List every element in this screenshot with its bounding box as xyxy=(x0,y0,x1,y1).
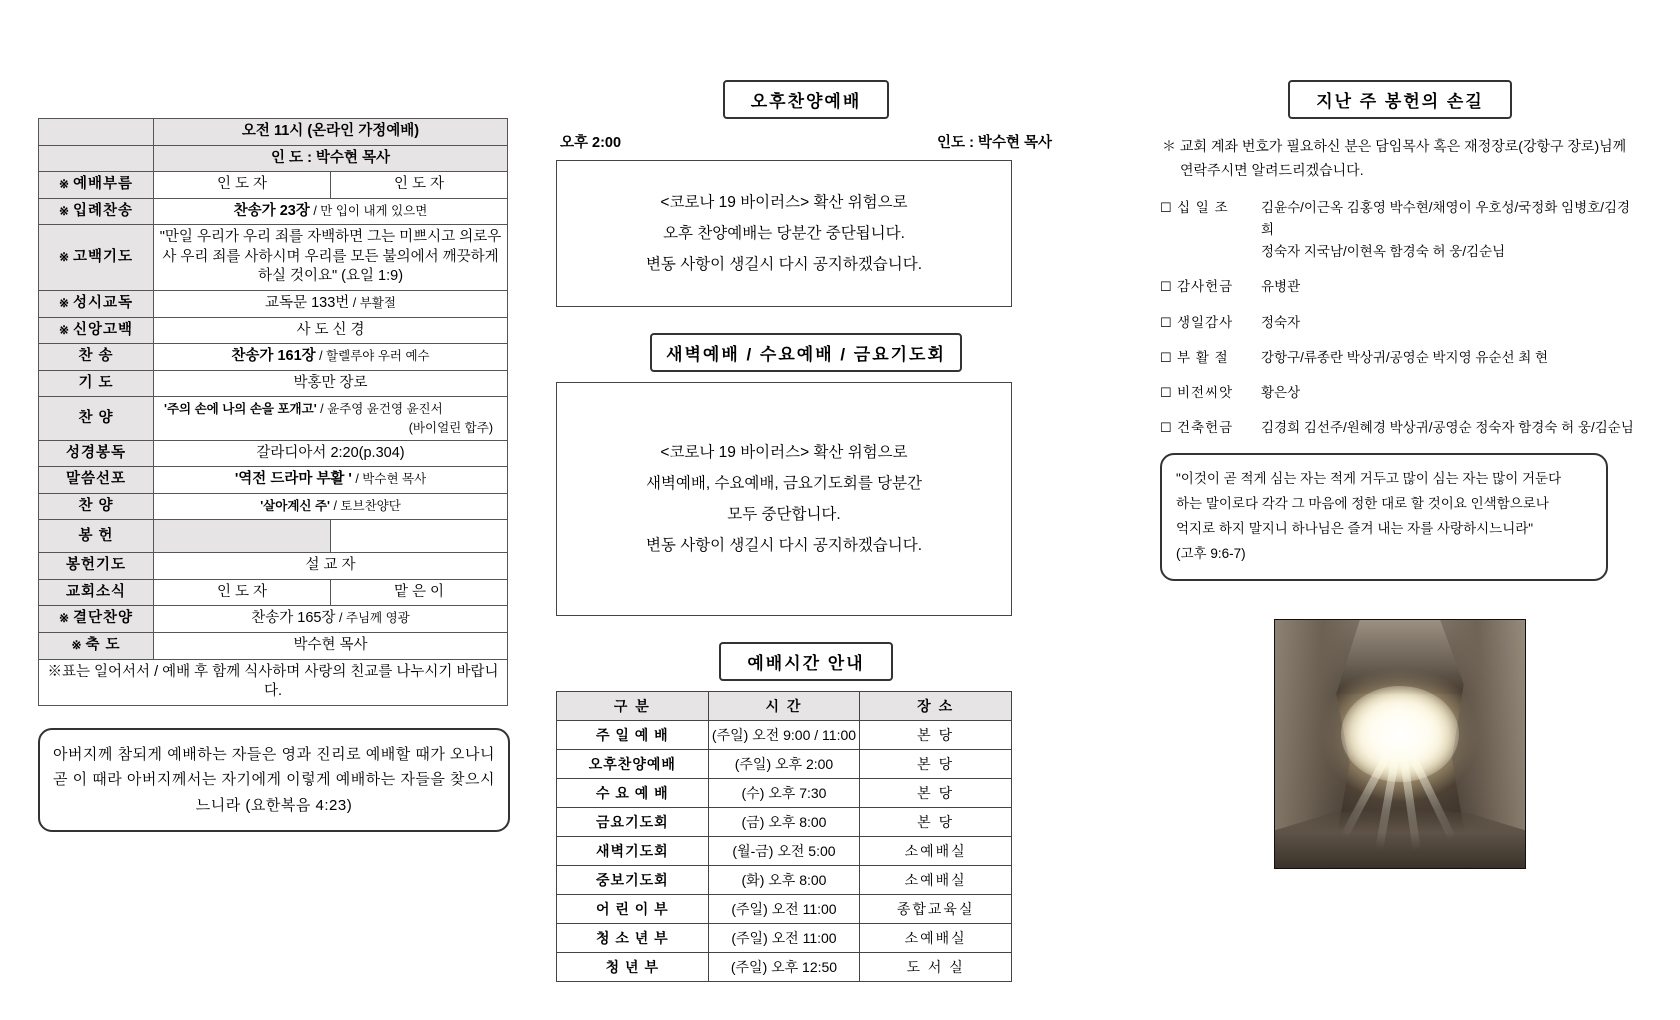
table-row xyxy=(39,606,508,633)
schedule-cell-name: 청 년 부 xyxy=(557,953,709,982)
row-label-7: 찬 양 xyxy=(39,397,154,440)
schedule-cell-place: 소예배실 xyxy=(860,924,1012,953)
offering-names-line2: 정숙자 지국남/이현옥 함경숙 허 웅/김순님 xyxy=(1261,244,1506,260)
afternoon-notice-line1: <코로나 19 바이러스> 확산 위험으로 xyxy=(660,194,908,211)
worship-order-column xyxy=(38,118,508,832)
offering-type: 감사헌금 xyxy=(1177,279,1234,295)
schedule-cell-time: (주일) 오후 2:00 xyxy=(708,750,860,779)
table-row xyxy=(39,317,508,344)
offering-column xyxy=(1160,80,1640,869)
table-row-footnote xyxy=(39,659,508,705)
row-label-3: ※ 성시교독 xyxy=(39,290,154,317)
scripture-line1: "이것이 곧 적게 심는 자는 적게 거두고 많이 심는 자는 많이 거둔다 xyxy=(1176,470,1562,486)
afternoon-title-wrap xyxy=(556,80,1056,119)
checkbox-icon: ☐ xyxy=(1160,385,1172,401)
scripture-reference: (고후 9:6-7) xyxy=(1176,545,1246,561)
table-row xyxy=(39,172,508,199)
table-row xyxy=(39,397,508,440)
table-row xyxy=(39,119,508,146)
schedule-cell-time: (주일) 오전 11:00 xyxy=(708,895,860,924)
table-row xyxy=(39,344,508,371)
row-value-8: 갈라디아서 2:20(p.304) xyxy=(154,440,508,467)
dawn-notice-line1: <코로나 19 바이러스> 확산 위험으로 xyxy=(660,444,908,461)
order-header-title: 오전 11시 (온라인 가정예배) xyxy=(154,119,508,146)
row-label-5: 찬 송 xyxy=(39,344,154,371)
row-value-3: 교독문 133번 / 부활절 xyxy=(154,290,508,317)
schedule-title: 예배시간 안내 xyxy=(719,642,892,681)
asterisk-icon: ※ xyxy=(58,611,71,626)
asterisk-icon: ※ xyxy=(71,638,83,652)
scripture-line3: 억지로 하지 말지니 하나님은 즐겨 내는 자를 사랑하시느니라" xyxy=(1176,520,1534,536)
schedule-cell-time: (화) 오후 8:00 xyxy=(708,866,860,895)
table-row xyxy=(557,750,1012,779)
schedule-cell-time: (주일) 오후 12:50 xyxy=(708,953,860,982)
row-value-7: '주의 손에 나의 손을 포개고' / 윤주영 윤건영 윤진서 (바이얼린 합주) xyxy=(154,397,508,440)
row-value-6: 박홍만 장로 xyxy=(154,370,508,397)
table-row xyxy=(39,225,508,291)
checkbox-icon: ☐ xyxy=(1160,199,1172,215)
order-header-leader: 인 도 : 박수현 목사 xyxy=(154,145,508,172)
list-item xyxy=(1160,312,1640,334)
schedule-cell-place: 종합교육실 xyxy=(860,895,1012,924)
dawn-notice-line4: 변동 사항이 생길시 다시 공지하겠습니다. xyxy=(645,537,923,554)
afternoon-notice-line3: 변동 사항이 생길시 다시 공지하겠습니다. xyxy=(645,256,923,273)
offering-names: 김윤수/이근옥 김홍영 박수현/채영이 우호성/국정화 임병호/김경희 정숙자 지국남/이현옥 함경숙 허 웅/김순님 xyxy=(1261,197,1640,264)
row-value-4: 사 도 신 경 xyxy=(154,317,508,344)
corner-cell-2 xyxy=(39,145,154,172)
table-row xyxy=(39,579,508,606)
dawn-notice-line2: 새벽예배, 수요예배, 금요기도회를 당분간 xyxy=(645,475,923,492)
afternoon-notice-box xyxy=(556,160,1012,307)
row-value-7-line2: (바이얼린 합주) xyxy=(408,420,493,435)
row-value-11b xyxy=(331,520,508,553)
table-row xyxy=(39,467,508,494)
schedule-header-2: 장 소 xyxy=(860,692,1012,721)
afternoon-time: 오후 2:00 xyxy=(560,135,622,151)
corner-cell xyxy=(39,119,154,146)
list-item xyxy=(1160,276,1640,298)
row-label-8: 성경봉독 xyxy=(39,440,154,467)
table-row xyxy=(557,779,1012,808)
offering-names: 강항구/류종란 박상귀/공영순 박지영 유순선 최 현 xyxy=(1261,349,1549,365)
schedule-cell-time: (금) 오후 8:00 xyxy=(708,808,860,837)
row-value-0b: 인 도 자 xyxy=(331,172,508,199)
dawn-title-wrap xyxy=(556,333,1056,372)
table-row xyxy=(557,895,1012,924)
table-row xyxy=(557,721,1012,750)
dawn-notice-box xyxy=(556,382,1012,616)
offering-names: 정숙자 xyxy=(1261,314,1301,330)
schedule-cell-place: 도 서 실 xyxy=(860,953,1012,982)
offering-names: 유병관 xyxy=(1261,279,1301,295)
offering-names: 황은상 xyxy=(1261,385,1301,401)
checkbox-icon: ☐ xyxy=(1160,420,1172,436)
empty-tomb-photo xyxy=(1274,619,1526,869)
table-row xyxy=(39,440,508,467)
offering-note-line1: 교회 계좌 번호가 필요하신 분은 담임목사 혹은 재정장로(강항구 장로)님께 xyxy=(1180,138,1627,154)
offering-title-wrap xyxy=(1160,80,1640,119)
worship-order-table xyxy=(38,118,508,706)
table-row xyxy=(39,633,508,660)
schedule-cell-place: 본 당 xyxy=(860,779,1012,808)
table-row xyxy=(39,553,508,580)
afternoon-notice-line2: 오후 찬양예배는 당분간 중단됩니다. xyxy=(663,225,905,242)
row-value-2: "만일 우리가 우리 죄를 자백하면 그는 미쁘시고 의로우사 우리 죄를 사하시며 우리를 모든 불의에서 깨끗하게 하실 것이요" (요일 1:9) xyxy=(154,225,508,291)
schedule-cell-name: 어 린 이 부 xyxy=(557,895,709,924)
row-value-11a xyxy=(154,520,331,553)
schedule-cell-name: 청 소 년 부 xyxy=(557,924,709,953)
row-value-9: '역전 드라마 부활 ' / 박수현 목사 xyxy=(154,467,508,494)
table-row xyxy=(557,924,1012,953)
schedule-cell-time: (주일) 오전 11:00 xyxy=(708,924,860,953)
offering-title: 지난 주 봉헌의 손길 xyxy=(1288,80,1512,119)
asterisk-icon: ＊ xyxy=(1162,138,1176,154)
schedule-cell-place: 본 당 xyxy=(860,721,1012,750)
checkbox-icon: ☐ xyxy=(1160,314,1172,330)
row-label-15: ※ 축 도 xyxy=(39,633,154,660)
service-schedule-table xyxy=(556,691,1012,982)
offering-type: 건축헌금 xyxy=(1177,420,1234,436)
worship-verse-box: 아버지께 참되게 예배하는 자들은 영과 진리로 예배할 때가 오나니 곧 이 때라 아버지께서는 자기에게 이렇게 예배하는 자들을 찾으시느니라 (요한복음 4:23) xyxy=(38,728,510,833)
dawn-notice-line3: 모두 중단합니다. xyxy=(727,506,841,523)
schedule-cell-time: (주일) 오전 9:00 / 11:00 xyxy=(708,721,860,750)
table-row xyxy=(39,370,508,397)
schedule-cell-name: 오후찬양예배 xyxy=(557,750,709,779)
row-label-12: 봉헌기도 xyxy=(39,553,154,580)
table-row xyxy=(39,198,508,225)
table-row xyxy=(557,837,1012,866)
row-label-14: ※ 결단찬양 xyxy=(39,606,154,633)
row-value-1: 찬송가 23장 / 만 입이 내게 있으면 xyxy=(154,198,508,225)
asterisk-icon: ※ xyxy=(58,203,71,218)
row-value-5: 찬송가 161장 / 할렐루야 우러 예수 xyxy=(154,344,508,371)
schedule-cell-name: 중보기도회 xyxy=(557,866,709,895)
row-value-15: 박수현 목사 xyxy=(154,633,508,660)
row-label-4: ※ 신앙고백 xyxy=(39,317,154,344)
asterisk-icon: ※ xyxy=(58,295,71,310)
list-item xyxy=(1160,197,1640,264)
schedule-title-wrap xyxy=(556,642,1056,681)
offering-account-note xyxy=(1162,135,1640,183)
schedule-cell-time: (월-금) 오전 5:00 xyxy=(708,837,860,866)
row-value-13a: 인 도 자 xyxy=(154,579,331,606)
schedule-cell-name: 금요기도회 xyxy=(557,808,709,837)
offering-type: 생일감사 xyxy=(1177,314,1234,330)
asterisk-icon: ※ xyxy=(58,177,71,192)
asterisk-icon: ※ xyxy=(58,249,71,264)
schedule-cell-name: 수 요 예 배 xyxy=(557,779,709,808)
asterisk-icon: ※ xyxy=(58,322,71,337)
row-label-10: 찬 양 xyxy=(39,493,154,520)
row-value-13b: 맡 은 이 xyxy=(331,579,508,606)
row-label-13: 교회소식 xyxy=(39,579,154,606)
schedule-header-1: 시 간 xyxy=(708,692,860,721)
row-label-11: 봉 헌 xyxy=(39,520,154,553)
list-item xyxy=(1160,417,1640,439)
offering-scripture-box xyxy=(1160,453,1608,581)
scripture-line2: 하는 말이로다 각각 그 마음에 정한 대로 할 것이요 인색함으로나 xyxy=(1176,495,1549,511)
table-row xyxy=(557,808,1012,837)
dawn-service-title: 새벽예배 / 수요예배 / 금요기도회 xyxy=(650,333,962,372)
row-value-0a: 인 도 자 xyxy=(154,172,331,199)
schedule-cell-name: 새벽기도회 xyxy=(557,837,709,866)
schedule-cell-place: 소예배실 xyxy=(860,866,1012,895)
offering-type: 비전씨앗 xyxy=(1177,385,1234,401)
offering-note-line2: 연락주시면 알려드리겠습니다. xyxy=(1180,161,1364,178)
row-label-0: ※ 예배부름 xyxy=(39,172,154,199)
checkbox-icon: ☐ xyxy=(1160,349,1172,365)
table-row xyxy=(557,866,1012,895)
checkbox-icon: ☐ xyxy=(1160,279,1172,295)
table-row xyxy=(39,493,508,520)
light-glow xyxy=(1341,686,1459,782)
table-row xyxy=(39,290,508,317)
offering-type: 십 일 조 xyxy=(1177,199,1229,215)
center-column xyxy=(556,80,1056,982)
row-label-2: ※ 고백기도 xyxy=(39,225,154,291)
schedule-cell-time: (수) 오후 7:30 xyxy=(708,779,860,808)
table-header-row xyxy=(557,692,1012,721)
row-value-10: '살아계신 주' / 토브찬양단 xyxy=(154,493,508,520)
row-value-14: 찬송가 165장 / 주님께 영광 xyxy=(154,606,508,633)
table-row xyxy=(557,953,1012,982)
row-label-9: 말씀선포 xyxy=(39,467,154,494)
afternoon-leader: 인도 : 박수현 목사 xyxy=(937,135,1052,151)
list-item xyxy=(1160,347,1640,369)
row-label-6: 기 도 xyxy=(39,370,154,397)
list-item xyxy=(1160,382,1640,404)
offering-type: 부 활 절 xyxy=(1177,349,1229,365)
schedule-cell-place: 소예배실 xyxy=(860,837,1012,866)
schedule-cell-place: 본 당 xyxy=(860,750,1012,779)
afternoon-subline xyxy=(560,131,1052,152)
offering-names: 김경희 김선주/원혜경 박상귀/공영순 정숙자 함경숙 허 웅/김순님 xyxy=(1261,420,1634,436)
table-row xyxy=(39,145,508,172)
row-label-1: ※ 입례찬송 xyxy=(39,198,154,225)
table-row xyxy=(39,520,508,553)
order-footnote: ※표는 일어서서 / 예배 후 함께 식사하며 사랑의 친교를 나누시기 바랍니다. xyxy=(39,659,508,705)
afternoon-service-title: 오후찬양예배 xyxy=(723,80,890,119)
schedule-cell-place: 본 당 xyxy=(860,808,1012,837)
schedule-cell-name: 주 일 예 배 xyxy=(557,721,709,750)
row-value-12: 설 교 자 xyxy=(154,553,508,580)
schedule-header-0: 구 분 xyxy=(557,692,709,721)
